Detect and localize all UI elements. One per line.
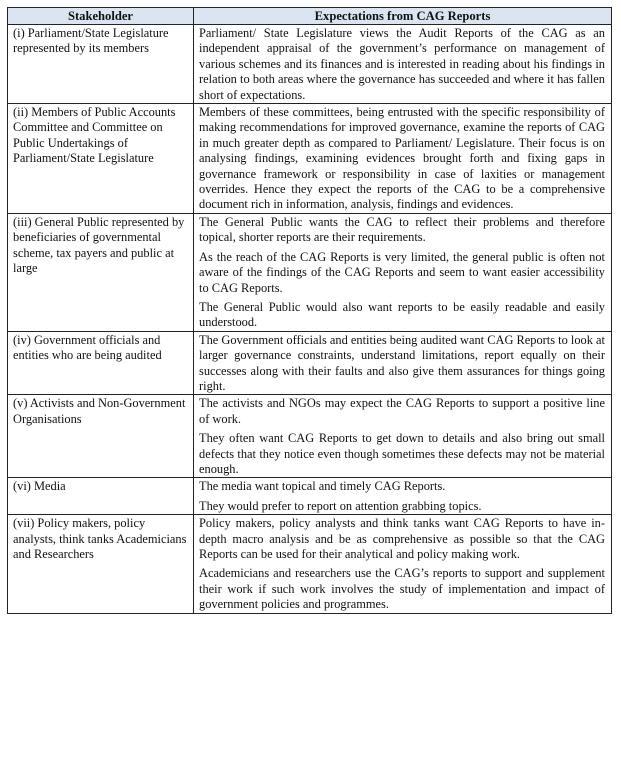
expectations-cell [194, 331, 612, 395]
table-row [8, 478, 612, 515]
expectations-cell [194, 395, 612, 478]
stakeholder-cell: (iv) Government officials and entities who are being audited [8, 331, 194, 395]
table-header [8, 8, 612, 25]
expectation-paragraph: Members of these committees, being entrusted with the specific responsibility of making recommendations for improved governance, examine the reports of CAG in much greater depth as compared to Parliament/ Legislature. Their focus is on analysing findings, examining evidences brought forth and fixing gaps in governance framework or responsibility in case of laxities or management overrides. Hence they expect the reports of the CAG to be a comprehensive document rich in information, analysis, findings and evidences. [199, 105, 605, 212]
stakeholder-cell: (i) Parliament/State Legislature represented by its members [8, 25, 194, 104]
expectation-paragraph: The General Public would also want reports to be easily readable and easily understood. [199, 299, 605, 330]
stakeholder-cell: (iii) General Public represented by beneficiaries of governmental scheme, tax payers and public at large [8, 213, 194, 331]
table-row [8, 395, 612, 478]
expectation-paragraph: Academicians and researchers use the CAG’s reports to support and supplement their work if such work involves the study of implementation and impact of government policies and programmes. [199, 566, 605, 612]
expectation-paragraph: Parliament/ State Legislature views the Audit Reports of the CAG as an independent appraisal of the government’s performance on management of various schemes and its finances and is interested in reading about his findings in relation to both areas where the governance has succeeded and where it has fallen short of expectations. [199, 26, 605, 102]
expectations-cell [194, 104, 612, 214]
table-body [8, 25, 612, 614]
expectations-cell [194, 478, 612, 515]
stakeholder-cell: (ii) Members of Public Accounts Committee and Committee on Public Undertakings of Parliament/State Legislature [8, 104, 194, 214]
expectation-paragraph: As the reach of the CAG Reports is very limited, the general public is often not aware of the findings of the CAG Reports and seem to want easier accessibility to CAG Reports. [199, 249, 605, 295]
expectation-paragraph: The Government officials and entities being audited want CAG Reports to look at larger governance constraints, understand limitations, report equally on their successes along with their faults and also give them assurances for things going right. [199, 332, 605, 393]
expectation-paragraph: Policy makers, policy analysts and think tanks want CAG Reports to have in-depth macro analysis and be as comprehensive as possible so that the CAG Reports can be used for their analytical and policy making work. [199, 516, 605, 561]
stakeholder-expectations-table [7, 7, 612, 614]
expectation-paragraph: They often want CAG Reports to get down to details and also bring out small defects that they notice even though sometimes these defects may not be material enough. [199, 431, 605, 476]
expectation-paragraph: The activists and NGOs may expect the CAG Reports to support a positive line of work. [199, 396, 605, 426]
header-stakeholder: Stakeholder [8, 8, 194, 25]
expectations-cell [194, 213, 612, 331]
table-row [8, 331, 612, 395]
expectation-paragraph: The General Public wants the CAG to reflect their problems and therefore topical, shorter reports are their requirements. [199, 214, 605, 245]
stakeholder-cell: (vii) Policy makers, policy analysts, think tanks Academicians and Researchers [8, 515, 194, 613]
expectation-paragraph: They would prefer to report on attention grabbing topics. [199, 498, 482, 513]
table-row [8, 104, 612, 214]
stakeholder-cell: (v) Activists and Non-Government Organisations [8, 395, 194, 478]
header-row [8, 8, 612, 25]
expectation-paragraph: The media want topical and timely CAG Reports. [199, 479, 446, 494]
table-row [8, 515, 612, 613]
stakeholder-cell: (vi) Media [8, 478, 194, 515]
expectations-cell [194, 515, 612, 613]
table-row [8, 25, 612, 104]
header-expectations: Expectations from CAG Reports [194, 8, 612, 25]
expectations-cell [194, 25, 612, 104]
table-row [8, 213, 612, 331]
